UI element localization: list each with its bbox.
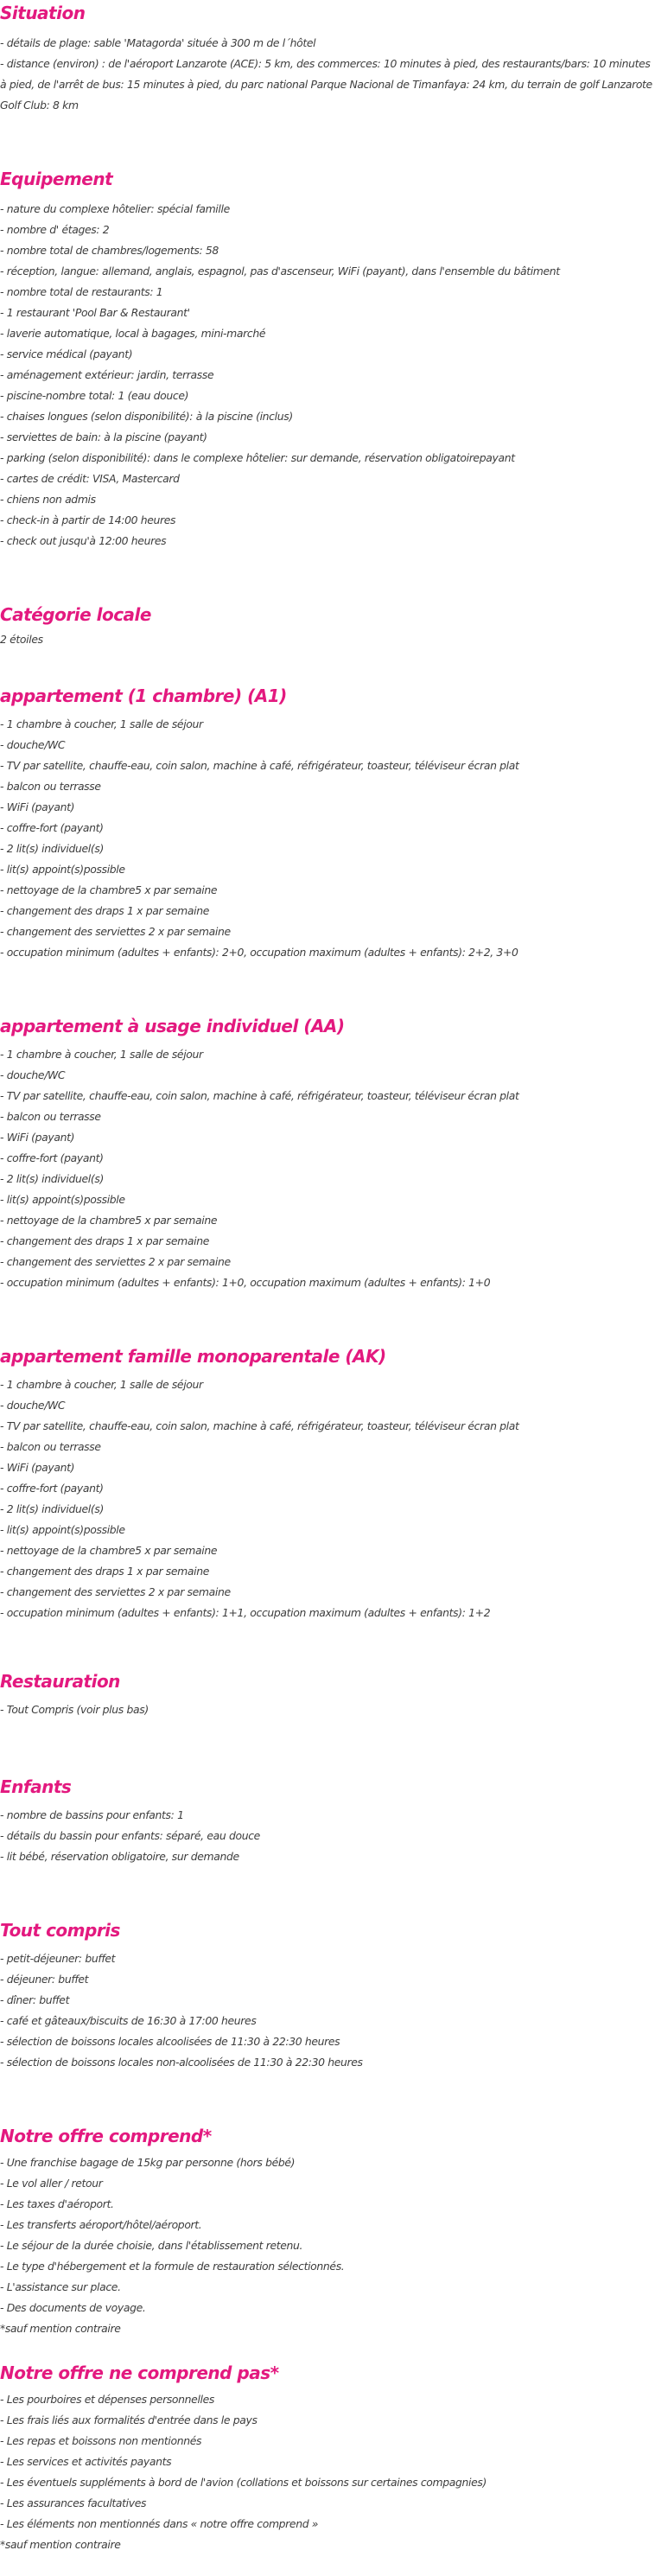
list-item: - déjeuner: buffet	[0, 1973, 89, 1986]
section-enfants	[0, 1776, 655, 1867]
list-item: - Les assurances facultatives	[0, 2496, 147, 2509]
list-item: - sélection de boissons locales non-alcoolisées de 11:30 à 22:30 heures	[0, 2056, 363, 2069]
list-item: - L'assistance sur place.	[0, 2280, 121, 2293]
list-item: - nombre total de chambres/logements: 58	[0, 244, 219, 257]
list-item: - balcon ou terrasse	[0, 1440, 101, 1453]
list-item: - Les éventuels suppléments à bord de l'avion (collations et boissons sur certaines compagnies)	[0, 2476, 486, 2489]
list-item: - 1 chambre à coucher, 1 salle de séjour	[0, 717, 203, 730]
list-item: - piscine-nombre total: 1 (eau douce)	[0, 389, 189, 402]
list-item: - laverie automatique, local à bagages, mini-marché	[0, 327, 266, 340]
list-item: - lit(s) appoint(s)possible	[0, 1523, 125, 1536]
list-item: - Les taxes d'aéroport.	[0, 2197, 114, 2210]
list-item: - changement des draps 1 x par semaine	[0, 904, 209, 917]
list-item: - détails de plage: sable 'Matagorda' située à 300 m de l´hôtel	[0, 36, 316, 49]
list-item: - balcon ou terrasse	[0, 780, 101, 793]
list-item: - check-in à partir de 14:00 heures	[0, 513, 176, 526]
list-item: - Les pourboires et dépenses personnelles	[0, 2393, 215, 2406]
list-item: - douche/WC	[0, 1068, 66, 1081]
section-offre-ne-comprend-pas	[0, 2362, 655, 2555]
list-item: - changement des serviettes 2 x par semaine	[0, 925, 231, 938]
section-lines	[0, 629, 655, 650]
list-item: - nettoyage de la chambre5 x par semaine	[0, 1544, 218, 1557]
list-item: - cartes de crédit: VISA, Mastercard	[0, 472, 180, 485]
list-item: - petit-déjeuner: buffet	[0, 1952, 116, 1965]
list-item: - Tout Compris (voir plus bas)	[0, 1703, 149, 1716]
section-appartement-ak	[0, 1345, 655, 1623]
section-lines	[0, 2389, 655, 2555]
list-item: - changement des draps 1 x par semaine	[0, 1565, 209, 1578]
section-title: Notre offre comprend*	[0, 2126, 212, 2146]
list-item: - coffre-fort (payant)	[0, 1482, 104, 1495]
list-item: - WiFi (payant)	[0, 1131, 75, 1144]
section-lines	[0, 2152, 655, 2339]
list-item: - nature du complexe hôtelier: spécial famille	[0, 202, 230, 215]
section-lines	[0, 1948, 655, 2073]
section-lines	[0, 1699, 655, 1720]
section-situation	[0, 2, 655, 116]
list-item: - 1 chambre à coucher, 1 salle de séjour	[0, 1378, 203, 1391]
list-item: - TV par satellite, chauffe-eau, coin salon, machine à café, réfrigérateur, toasteur, téléviseur écran plat	[0, 1419, 519, 1432]
list-item: - lit bébé, réservation obligatoire, sur demande	[0, 1850, 239, 1863]
list-item: - lit(s) appoint(s)possible	[0, 1193, 125, 1206]
list-item: - nettoyage de la chambre5 x par semaine	[0, 1214, 218, 1227]
list-item: - occupation minimum (adultes + enfants): 1+1, occupation maximum (adultes + enfants): 1+2	[0, 1606, 491, 1619]
list-item: - serviettes de bain: à la piscine (payant)	[0, 430, 207, 443]
list-item: - sélection de boissons locales alcoolisées de 11:30 à 22:30 heures	[0, 2035, 340, 2048]
list-item: - occupation minimum (adultes + enfants): 2+0, occupation maximum (adultes + enfants): 2+2, 3+0	[0, 946, 518, 959]
list-item: - nombre de bassins pour enfants: 1	[0, 1808, 184, 1821]
section-lines	[0, 714, 655, 963]
section-title: Tout compris	[0, 1920, 120, 1941]
list-item: - chaises longues (selon disponibilité): à la piscine (inclus)	[0, 410, 293, 423]
list-item: - parking (selon disponibilité): dans le complexe hôtelier: sur demande, réservation obligatoirepayant	[0, 451, 515, 464]
list-item: - 1 restaurant 'Pool Bar & Restaurant'	[0, 306, 190, 319]
section-lines	[0, 1374, 655, 1623]
list-item: - dîner: buffet	[0, 1993, 70, 2006]
list-item: - nombre d' étages: 2	[0, 223, 110, 236]
list-item: - WiFi (payant)	[0, 800, 75, 813]
list-item: - balcon ou terrasse	[0, 1110, 101, 1123]
section-title: Situation	[0, 3, 86, 23]
section-lines	[0, 199, 655, 552]
section-title: Equipement	[0, 169, 113, 189]
list-item: - 2 lit(s) individuel(s)	[0, 1172, 104, 1185]
footnote: *sauf mention contraire	[0, 2322, 121, 2335]
list-item: - douche/WC	[0, 1399, 66, 1412]
list-item: - Les repas et boissons non mentionnés	[0, 2434, 202, 2447]
section-tout-compris	[0, 1919, 655, 2073]
section-lines	[0, 1044, 655, 1293]
list-item: - Le vol aller / retour	[0, 2177, 103, 2190]
list-item: - chiens non admis	[0, 493, 96, 506]
list-item: - Une franchise bagage de 15kg par personne (hors bébé)	[0, 2156, 296, 2169]
section-lines	[0, 33, 655, 116]
section-offre-comprend	[0, 2125, 655, 2339]
list-item: - TV par satellite, chauffe-eau, coin salon, machine à café, réfrigérateur, toasteur, téléviseur écran plat	[0, 759, 519, 772]
list-item: - occupation minimum (adultes + enfants): 1+0, occupation maximum (adultes + enfants): 1+0	[0, 1276, 491, 1289]
list-item: - Des documents de voyage.	[0, 2301, 146, 2314]
section-title: appartement famille monoparentale (AK)	[0, 1346, 386, 1367]
section-appartement-aa	[0, 1015, 655, 1293]
section-restauration	[0, 1670, 655, 1720]
list-item: - Les services et activités payants	[0, 2455, 172, 2468]
section-equipement	[0, 168, 655, 552]
section-title: Notre offre ne comprend pas*	[0, 2362, 279, 2383]
footnote: *sauf mention contraire	[0, 2538, 121, 2551]
section-title: Restauration	[0, 1671, 120, 1692]
list-item: - distance (environ) : de l'aéroport Lanzarote (ACE): 5 km, des commerces: 10 minutes à pied, des restaurants/bars: 10 minutes à pied, de l'arrêt de bus: 15 minutes à pied, du parc national Parque Nacional de Timanfaya: 24 km, du terrain de golf Lanzarote Golf Club: 8 km	[0, 57, 652, 112]
list-item: - douche/WC	[0, 738, 66, 751]
list-item: - lit(s) appoint(s)possible	[0, 863, 125, 876]
list-item: - changement des serviettes 2 x par semaine	[0, 1585, 231, 1598]
list-item: - WiFi (payant)	[0, 1461, 75, 1474]
list-item: - changement des serviettes 2 x par semaine	[0, 1255, 231, 1268]
list-item: - Le séjour de la durée choisie, dans l'établissement retenu.	[0, 2239, 303, 2252]
list-item: - réception, langue: allemand, anglais, espagnol, pas d'ascenseur, WiFi (payant), dans l'ensemble du bâtiment	[0, 265, 560, 277]
section-appartement-a1	[0, 685, 655, 963]
list-item: - nombre total de restaurants: 1	[0, 285, 163, 298]
section-lines	[0, 1805, 655, 1867]
list-item: - check out jusqu'à 12:00 heures	[0, 534, 167, 547]
list-item: 2 étoiles	[0, 633, 43, 646]
list-item: - aménagement extérieur: jardin, terrasse	[0, 368, 214, 381]
list-item: - coffre-fort (payant)	[0, 821, 104, 834]
list-item: - détails du bassin pour enfants: séparé, eau douce	[0, 1829, 260, 1842]
list-item: - café et gâteaux/biscuits de 16:30 à 17:00 heures	[0, 2014, 257, 2027]
list-item: - 2 lit(s) individuel(s)	[0, 1502, 104, 1515]
list-item: - 2 lit(s) individuel(s)	[0, 842, 104, 855]
list-item: - service médical (payant)	[0, 348, 133, 360]
list-item: - Les frais liés aux formalités d'entrée dans le pays	[0, 2413, 258, 2426]
section-title: Enfants	[0, 1776, 72, 1797]
list-item: - Les transferts aéroport/hôtel/aéroport.	[0, 2218, 202, 2231]
section-title: appartement (1 chambre) (A1)	[0, 685, 287, 706]
list-item: - Le type d'hébergement et la formule de restauration sélectionnés.	[0, 2260, 345, 2273]
list-item: - Les éléments non mentionnés dans « notre offre comprend »	[0, 2517, 319, 2530]
list-item: - TV par satellite, chauffe-eau, coin salon, machine à café, réfrigérateur, toasteur, téléviseur écran plat	[0, 1089, 519, 1102]
section-categorie-locale	[0, 603, 655, 650]
list-item: - coffre-fort (payant)	[0, 1151, 104, 1164]
section-title: Catégorie locale	[0, 604, 151, 625]
list-item: - nettoyage de la chambre5 x par semaine	[0, 883, 218, 896]
section-title: appartement à usage individuel (AA)	[0, 1016, 345, 1036]
list-item: - 1 chambre à coucher, 1 salle de séjour	[0, 1048, 203, 1061]
list-item: - changement des draps 1 x par semaine	[0, 1234, 209, 1247]
